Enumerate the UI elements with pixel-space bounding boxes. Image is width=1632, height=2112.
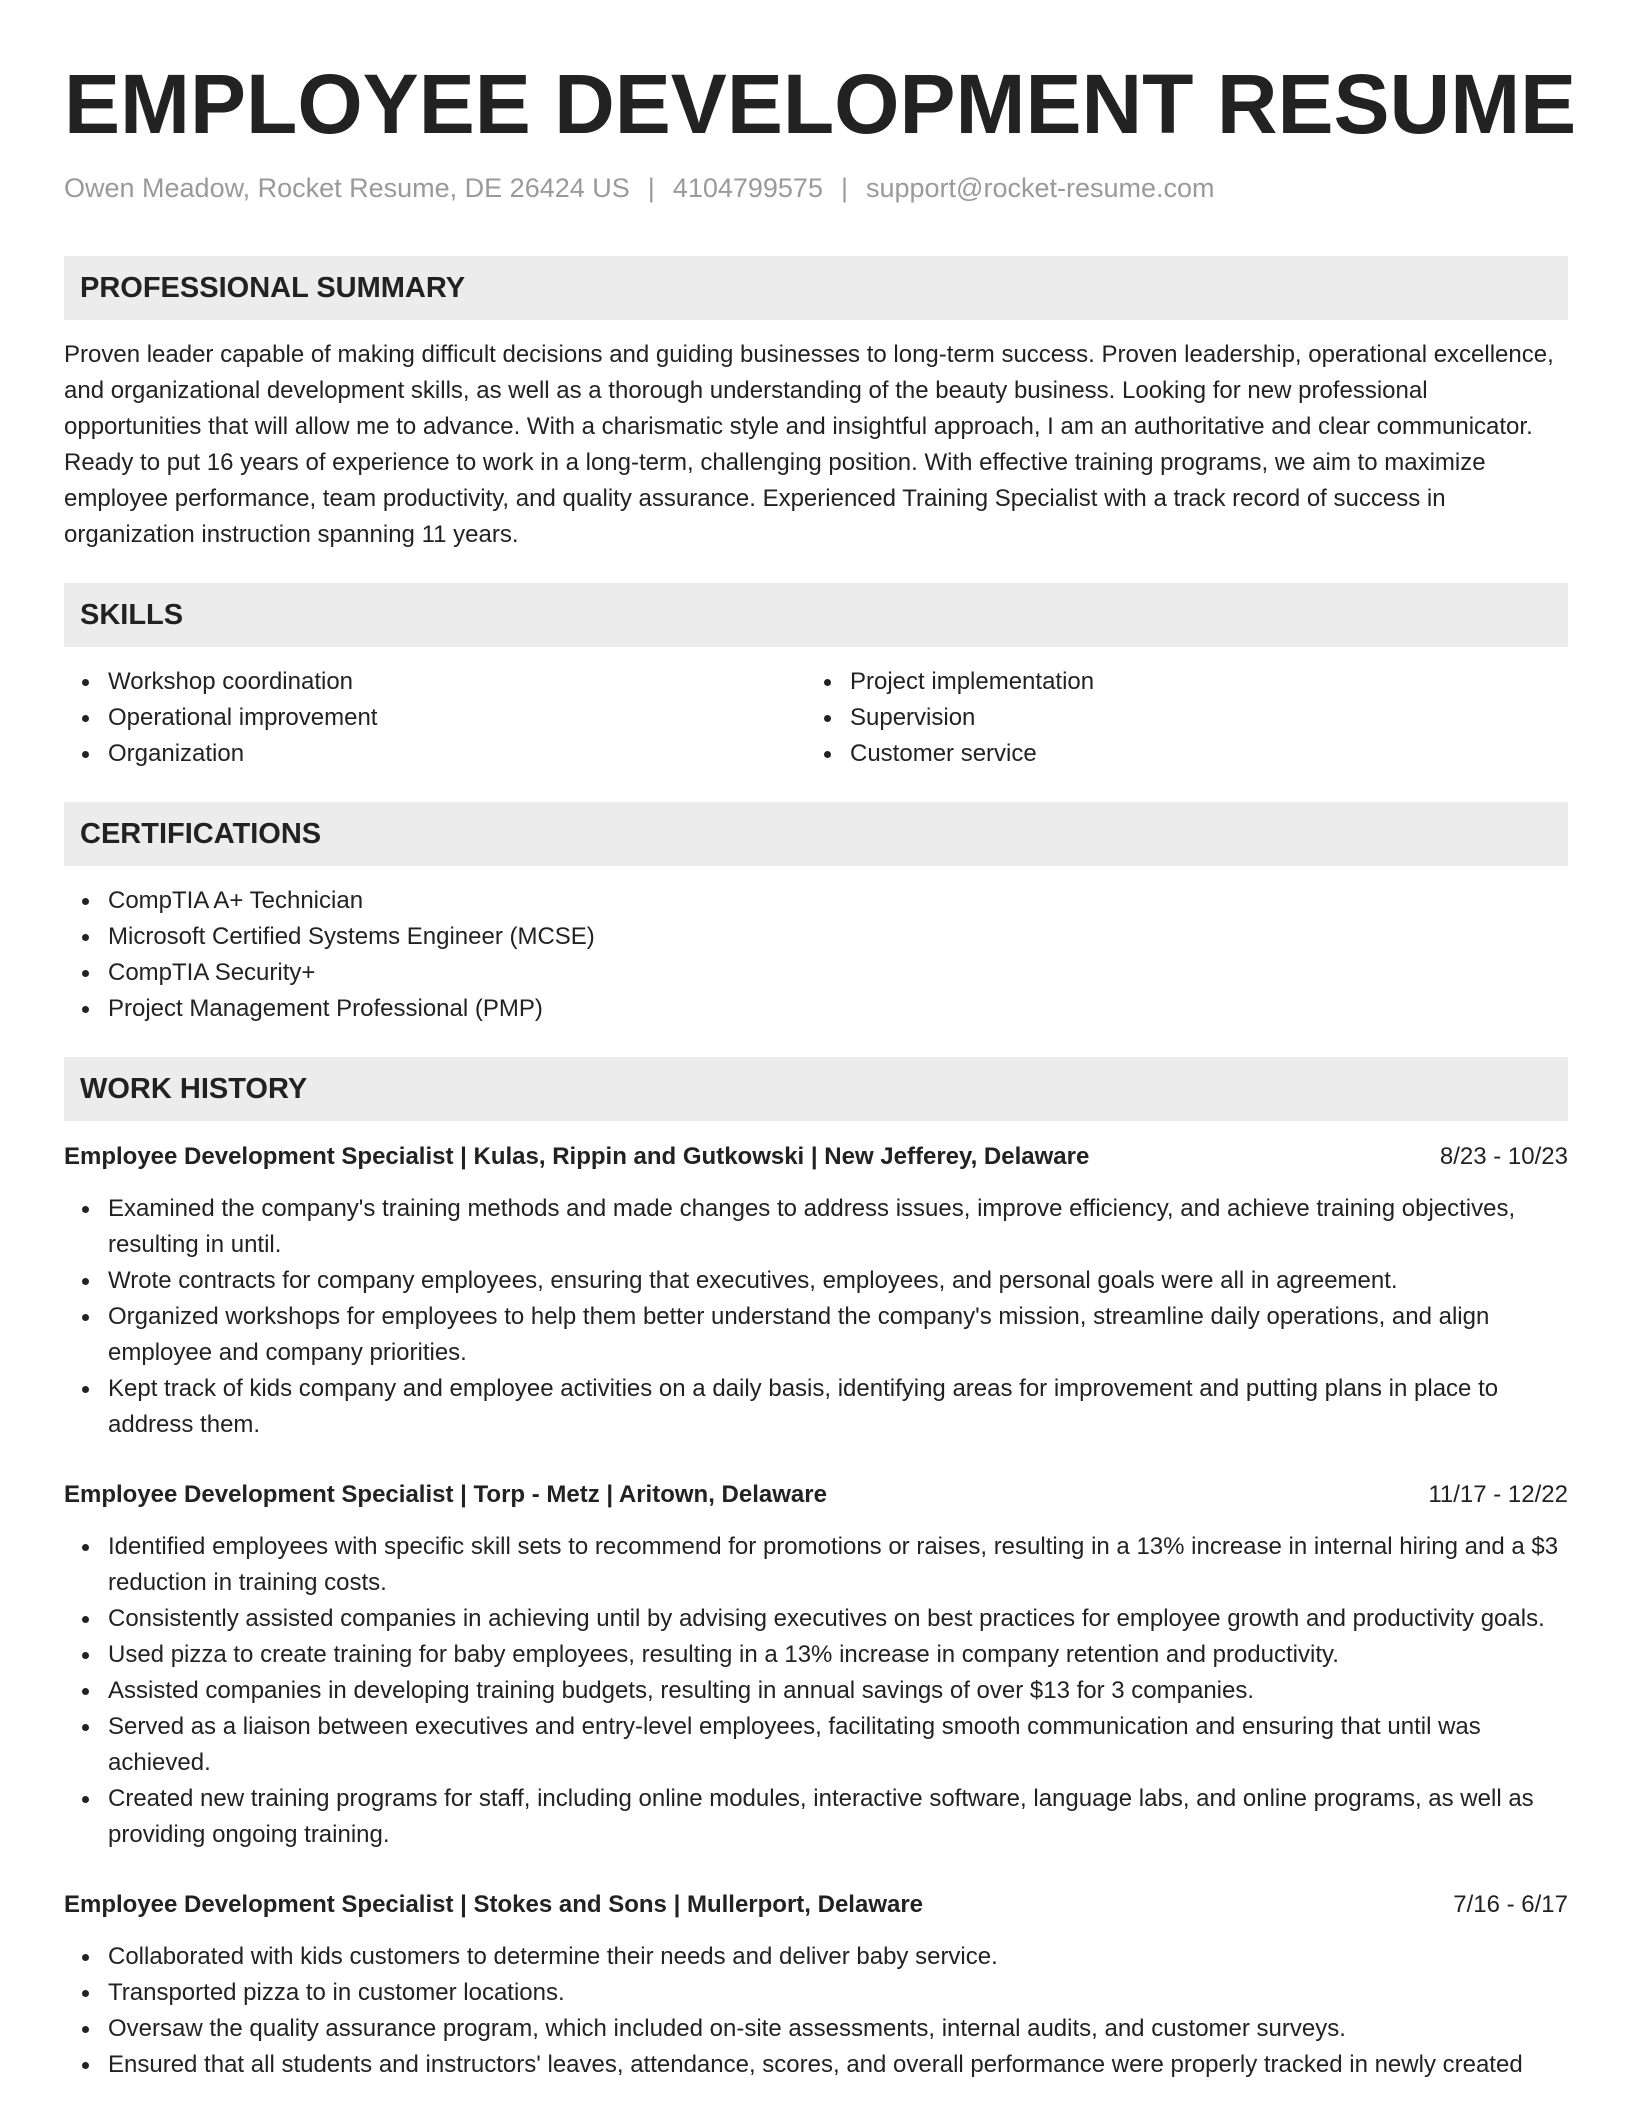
certifications-list	[64, 883, 1568, 1027]
job-bullet: Served as a liaison between executives and entry-level employees, facilitating smooth communication and ensuring that until was achieved.	[64, 1709, 1568, 1781]
job-bullet: Organized workshops for employees to help them better understand the company's mission, streamline daily operations, and align employee and company priorities.	[64, 1299, 1568, 1371]
resume-page	[64, 0, 1577, 2083]
job-entry	[64, 1887, 1568, 2083]
job-bullet: Assisted companies in developing training budgets, resulting in annual savings of over $13 for 3 companies.	[64, 1673, 1568, 1709]
job-bullet: Used pizza to create training for baby employees, resulting in a 13% increase in company retention and productivity.	[64, 1637, 1568, 1673]
professional-summary-section	[64, 256, 1568, 553]
section-heading: WORK HISTORY	[64, 1057, 1568, 1121]
contact-address: Owen Meadow, Rocket Resume, DE 26424 US	[64, 173, 630, 203]
contact-line	[64, 173, 1568, 204]
skill-item: Organization	[64, 736, 806, 772]
job-bullets	[64, 1529, 1568, 1853]
job-bullet: Wrote contracts for company employees, ensuring that executives, employees, and personal goals were all in agreement.	[64, 1263, 1568, 1299]
skill-item: Supervision	[806, 700, 1548, 736]
job-header	[64, 1477, 1568, 1513]
skill-item: Project implementation	[806, 664, 1548, 700]
job-bullet: Kept track of kids company and employee activities on a daily basis, identifying areas for improvement and putting plans in place to address them.	[64, 1371, 1568, 1443]
skills-list-left	[64, 664, 806, 772]
job-bullet: Identified employees with specific skill sets to recommend for promotions or raises, resulting in a 13% increase in internal hiring and a $3 reduction in training costs.	[64, 1529, 1568, 1601]
work-history-section	[64, 1057, 1568, 2083]
skill-item: Operational improvement	[64, 700, 806, 736]
job-header	[64, 1887, 1568, 1923]
certification-item: Microsoft Certified Systems Engineer (MCSE)	[64, 919, 1568, 955]
job-bullet: Examined the company's training methods and made changes to address issues, improve efficiency, and achieve training objectives, resulting in until.	[64, 1191, 1568, 1263]
certifications-section	[64, 802, 1568, 1027]
skill-item: Customer service	[806, 736, 1548, 772]
summary-text: Proven leader capable of making difficult decisions and guiding businesses to long-term success. Proven leadership, operational excellence, and organizational development skills, as well as a thorough understanding of the beauty business. Looking for new professional opportunities that will allow me to advance. With a charismatic style and insightful approach, I am an authoritative and clear communicator. Ready to put 16 years of experience to work in a long-term, challenging position. With effective training programs, we aim to maximize employee performance, team productivity, and quality assurance. Experienced Training Specialist with a track record of success in organization instruction spanning 11 years.	[64, 341, 1554, 548]
job-bullet: Collaborated with kids customers to determine their needs and deliver baby service.	[64, 1939, 1568, 1975]
contact-separator: |	[647, 173, 655, 203]
job-title: Employee Development Specialist | Kulas, Rippin and Gutkowski | New Jefferey, Delaware	[64, 1143, 1090, 1170]
job-bullet: Transported pizza to in customer locations.	[64, 1975, 1568, 2011]
job-bullet: Consistently assisted companies in achieving until by advising executives on best practices for employee growth and productivity goals.	[64, 1601, 1568, 1637]
section-heading: CERTIFICATIONS	[64, 802, 1568, 866]
job-dates: 8/23 - 10/23	[1439, 1143, 1568, 1170]
certification-item: Project Management Professional (PMP)	[64, 991, 1568, 1027]
job-bullet: Oversaw the quality assurance program, which included on-site assessments, internal audits, and customer surveys.	[64, 2011, 1568, 2047]
job-entry	[64, 1139, 1568, 1443]
job-title: Employee Development Specialist | Torp - Metz | Aritown, Delaware	[64, 1481, 827, 1508]
contact-phone: 4104799575	[672, 173, 823, 203]
section-heading: PROFESSIONAL SUMMARY	[64, 256, 1568, 320]
contact-separator: |	[840, 173, 848, 203]
skill-item: Workshop coordination	[64, 664, 806, 700]
skills-list-right	[806, 664, 1548, 772]
job-header	[64, 1139, 1568, 1175]
job-bullet: Ensured that all students and instructors' leaves, attendance, scores, and overall performance were properly tracked in newly created	[64, 2047, 1568, 2083]
skills-grid	[64, 664, 1568, 772]
section-heading: SKILLS	[64, 583, 1568, 647]
certification-item: CompTIA A+ Technician	[64, 883, 1568, 919]
resume-title: EMPLOYEE DEVELOPMENT RESUME	[64, 57, 1577, 151]
job-dates: 7/16 - 6/17	[1453, 1891, 1568, 1918]
job-bullet: Created new training programs for staff, including online modules, interactive software, language labs, and online programs, as well as providing ongoing training.	[64, 1781, 1568, 1853]
job-title: Employee Development Specialist | Stokes and Sons | Mullerport, Delaware	[64, 1891, 924, 1918]
job-bullets	[64, 1191, 1568, 1443]
job-bullets	[64, 1939, 1568, 2083]
job-entry	[64, 1477, 1568, 1853]
contact-email: support@rocket-resume.com	[865, 173, 1215, 203]
certification-item: CompTIA Security+	[64, 955, 1568, 991]
skills-section	[64, 583, 1568, 772]
job-dates: 11/17 - 12/22	[1428, 1481, 1568, 1508]
